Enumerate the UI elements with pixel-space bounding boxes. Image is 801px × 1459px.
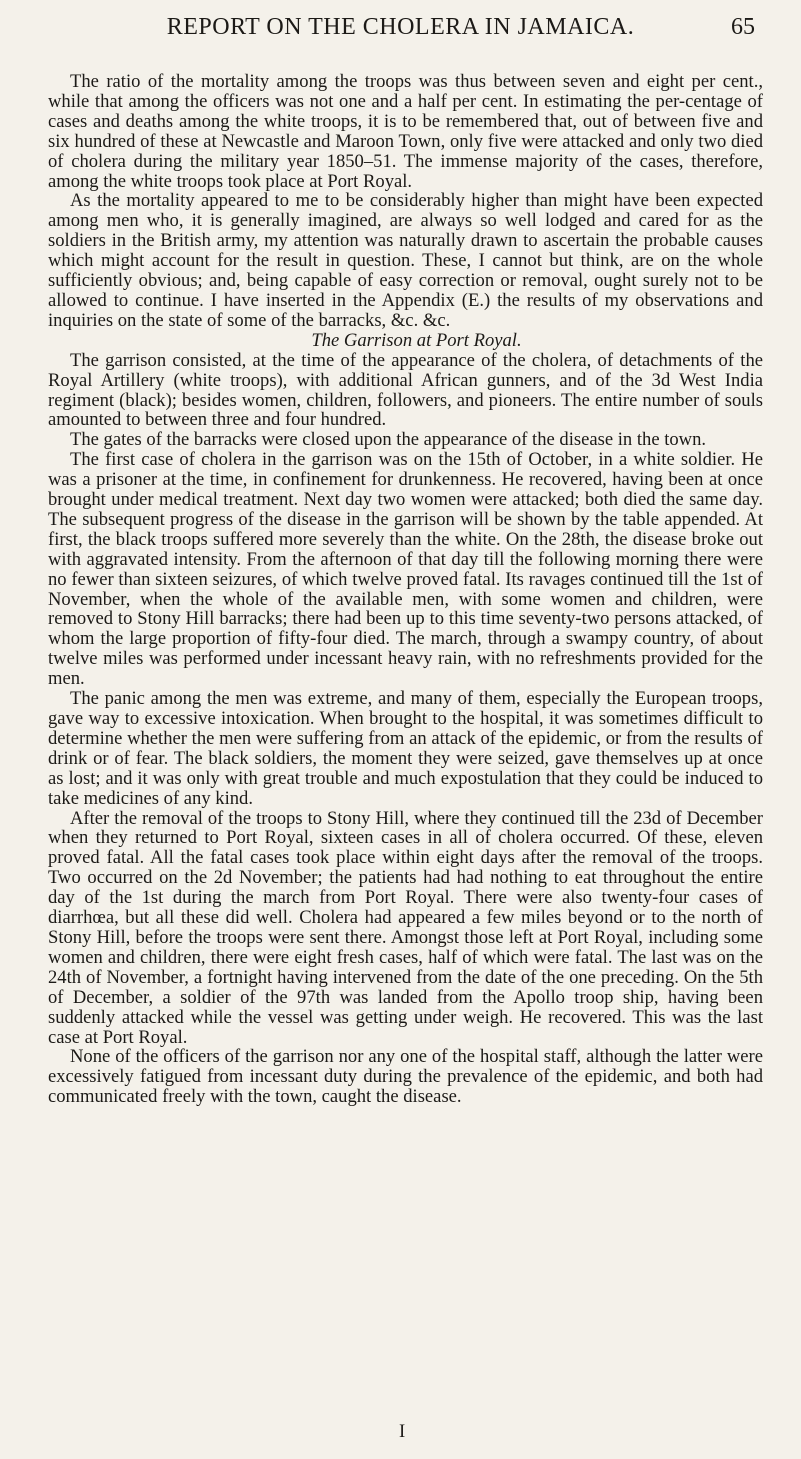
section-heading: The Garrison at Port Royal. — [311, 329, 522, 351]
paragraph-mortality-causes: As the mortality appeared to me to be considerably higher than might have been expected among men who, it is generally imagined, are always so well lodged and cared for as the soldiers in the British army, my attention was naturally drawn to ascertain the probable causes which might account for the result in question. These, I cannot but think, are on the whole sufficiently obvious; and, being capable of easy correction or removal, ought surely not to be allowed to continue. I have inserted in the Appendix (E.) the results of my observations and inquiries on the state of some of the barracks, &c. &c. — [48, 190, 763, 331]
body-text — [48, 72, 763, 1107]
catchword: I — [399, 1421, 406, 1442]
paragraph-stony-hill: After the removal of the troops to Stony Hill, where they continued till the 23d of December when they returned to Port Royal, sixteen cases in all of cholera occurred. Of these, eleven proved fatal. All the fatal cases took place within eight days after the removal of the troops. Two occurred on the 2d November; the patients had had nothing to eat throughout the entire day of the 1st during the march from Port Royal. There were also twenty-four cases of diarrhœa, but all these did well. Cholera had appeared a few miles beyond or to the north of Stony Hill, before the troops were sent there. Amongst those left at Port Royal, including some women and children, there were eight fresh cases, half of which were fatal. The last was on the 24th of November, a fortnight having intervened from the date of the one preceding. On the 5th of December, a soldier of the 97th was landed from the Apollo troop ship, having been suddenly attacked while the vessel was getting under weigh. He recovered. This was the last case at Port Royal. — [48, 807, 763, 1048]
page-header — [0, 6, 801, 46]
paragraph-mortality-ratio: The ratio of the mortality among the troops was thus between seven and eight per cent., while that among the officers was not one and a half per cent. In estimating the per-centage of cases and deaths among the white troops, it is to be remembered that, out of between five and six hundred of these at Newcastle and Maroon Town, only five were attacked and only two died of cholera during the military year 1850–51. The immense majority of the cases, therefore, among the white troops took place at Port Royal. — [48, 71, 763, 192]
page-number: 65 — [731, 14, 755, 40]
paragraph-gates-closed: The gates of the barracks were closed upon the appearance of the disease in the town. — [70, 429, 707, 451]
paragraph-panic: The panic among the men was extreme, and many of them, especially the European troops, gave way to excessive intoxication. When brought to the hospital, it was sometimes difficult to determine whether the men were suffering from an attack of the epidemic, or from the results of drink or of fear. The black soldiers, the moment they were seized, gave themselves up at once as lost; and it was only with great trouble and much expostulation that they could be induced to take medicines of any kind. — [48, 688, 763, 809]
paragraph-garrison-composition: The garrison consisted, at the time of the appearance of the cholera, of detachments of the Royal Artillery (white troops), with additional African gunners, and of the 3d West India regiment (black); besides women, children, followers, and pioneers. The entire number of souls amounted to between three and four hundred. — [48, 349, 763, 431]
paragraph-first-case: The first case of cholera in the garrison was on the 15th of October, in a white soldier. He was a prisoner at the time, in confinement for drunkenness. He recovered, having been at once brought under medical treatment. Next day two women were attacked; both died the same day. The subsequent progress of the disease in the garrison will be shown by the table appended. At first, the black troops suffered more severely than the white. On the 28th, the disease broke out with aggravated intensity. From the afternoon of that day till the following morning there were no fewer than sixteen seizures, of which twelve proved fatal. Its ravages continued till the 1st of November, when the whole of the available men, with some women and children, were removed to Stony Hill barracks; there had been up to this time seventy-two persons attacked, of whom the large proportion of fifty-four died. The march, through a swampy country, of about twelve miles was performed under incessant heavy rain, with no refreshments provided for the men. — [48, 449, 763, 690]
paragraph-officers: None of the officers of the garrison nor any one of the hospital staff, although the latter were excessively fatigued from incessant duty during the prevalence of the epidemic, and both had communicated freely with the town, caught the disease. — [48, 1046, 763, 1108]
running-head: REPORT ON THE CHOLERA IN JAMAICA. — [166, 14, 635, 40]
